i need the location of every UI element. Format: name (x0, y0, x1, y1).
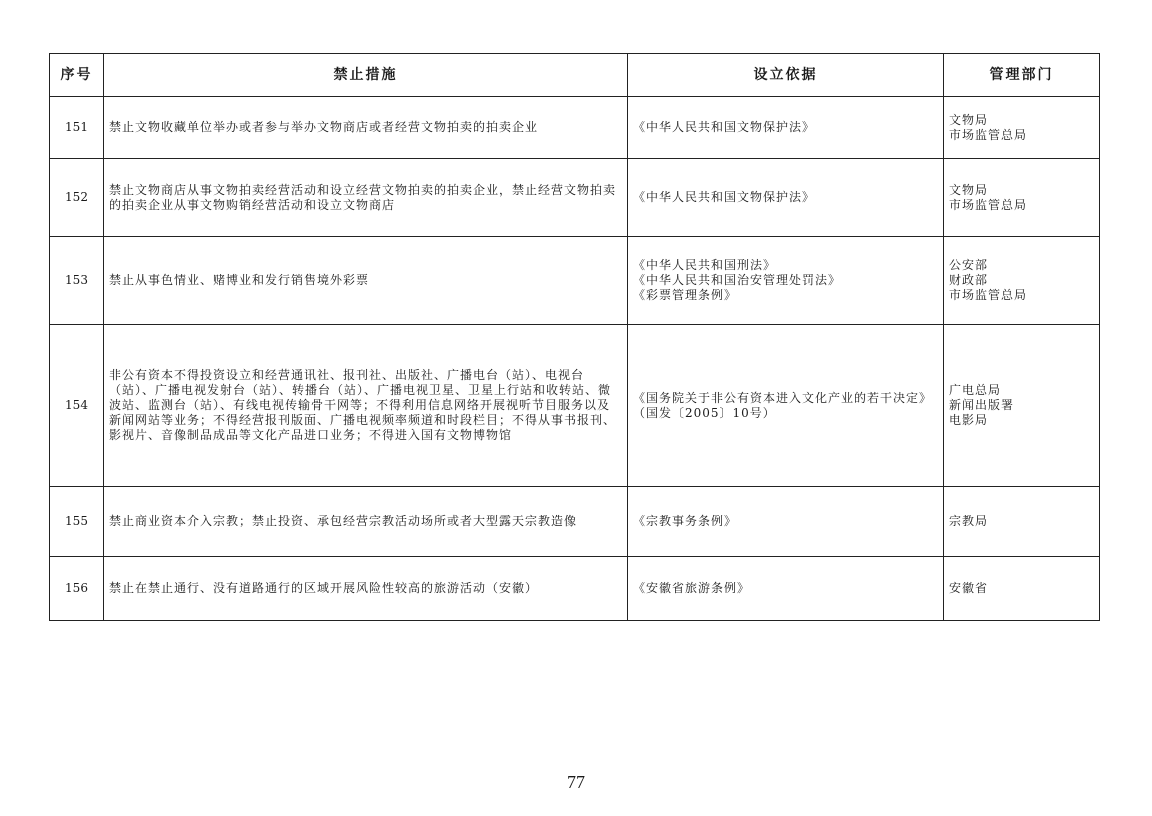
measure-cell: 禁止文物收藏单位举办或者参与举办文物商店或者经营文物拍卖的拍卖企业 (104, 97, 628, 159)
row-number: 154 (50, 325, 104, 487)
dept-cell (944, 237, 1100, 325)
table-row (50, 557, 1100, 621)
basis-cell (628, 557, 944, 621)
row-number: 156 (50, 557, 104, 621)
basis-cell (628, 487, 944, 557)
basis-line: 《中华人民共和国治安管理处罚法》 (633, 273, 842, 287)
dept-line: 宗教局 (949, 514, 989, 528)
dept-cell (944, 557, 1100, 621)
dept-line: 市场监管总局 (949, 288, 1028, 302)
row-number: 152 (50, 159, 104, 237)
basis-line: 《中华人民共和国文物保护法》 (633, 120, 816, 134)
row-number: 151 (50, 97, 104, 159)
dept-cell (944, 97, 1100, 159)
basis-line: 《安徽省旅游条例》 (633, 581, 751, 595)
dept-line: 文物局 (949, 112, 989, 127)
header-serial-number: 序号 (50, 54, 104, 97)
measure-cell: 禁止从事色情业、赌博业和发行销售境外彩票 (104, 237, 628, 325)
dept-line: 电影局 (949, 413, 989, 427)
dept-line: 公安部 (949, 258, 989, 272)
measure-cell: 非公有资本不得投资设立和经营通讯社、报刊社、出版社、广播电台（站）、电视台（站）、广播电视发射台（站）、转播台（站）、广播电视卫星、卫星上行站和收转站、微波站、监测台（站）、有线电视传输骨干网等；不得利用信息网络开展视听节目服务以及新闻网站等业务；不得经营报刊版面、广播电视频率频道和时段栏目；不得从事书报刊、影视片、音像制品成品等文化产品进口业务；不得进入国有文物博物馆 (104, 325, 628, 487)
header-legal-basis: 设立依据 (628, 54, 944, 97)
basis-cell (628, 325, 944, 487)
dept-line: 安徽省 (949, 581, 989, 595)
table-row (50, 237, 1100, 325)
row-number: 153 (50, 237, 104, 325)
dept-cell (944, 487, 1100, 557)
regulation-table (49, 53, 1100, 621)
measure-cell: 禁止文物商店从事文物拍卖经营活动和设立经营文物拍卖的拍卖企业，禁止经营文物拍卖的拍卖企业从事文物购销经营活动和设立文物商店 (104, 159, 628, 237)
basis-cell (628, 237, 944, 325)
dept-line: 市场监管总局 (949, 197, 1028, 212)
page-number: 77 (567, 772, 585, 792)
dept-line: 文物局 (949, 182, 989, 197)
table-header-row (50, 54, 1100, 97)
dept-line: 市场监管总局 (949, 127, 1028, 142)
dept-cell (944, 325, 1100, 487)
basis-line: 《宗教事务条例》 (633, 514, 738, 528)
basis-line: 《国务院关于非公有资本进入文化产业的若干决定》（国发〔2005〕10号） (633, 390, 933, 420)
table-row (50, 159, 1100, 237)
basis-cell (628, 97, 944, 159)
dept-line: 新闻出版署 (949, 398, 1015, 412)
header-prohibited-measure: 禁止措施 (104, 54, 628, 97)
basis-cell (628, 159, 944, 237)
measure-cell: 禁止在禁止通行、没有道路通行的区域开展风险性较高的旅游活动（安徽） (104, 557, 628, 621)
measure-cell: 禁止商业资本介入宗教；禁止投资、承包经营宗教活动场所或者大型露天宗教造像 (104, 487, 628, 557)
header-managing-department: 管理部门 (944, 54, 1100, 97)
dept-line: 财政部 (949, 273, 989, 287)
basis-line: 《彩票管理条例》 (633, 288, 738, 302)
basis-line: 《中华人民共和国文物保护法》 (633, 190, 816, 204)
row-number: 155 (50, 487, 104, 557)
table-row (50, 487, 1100, 557)
dept-cell (944, 159, 1100, 237)
basis-line: 《中华人民共和国刑法》 (633, 258, 777, 272)
table-row (50, 325, 1100, 487)
table-row (50, 97, 1100, 159)
dept-line: 广电总局 (949, 383, 1002, 397)
